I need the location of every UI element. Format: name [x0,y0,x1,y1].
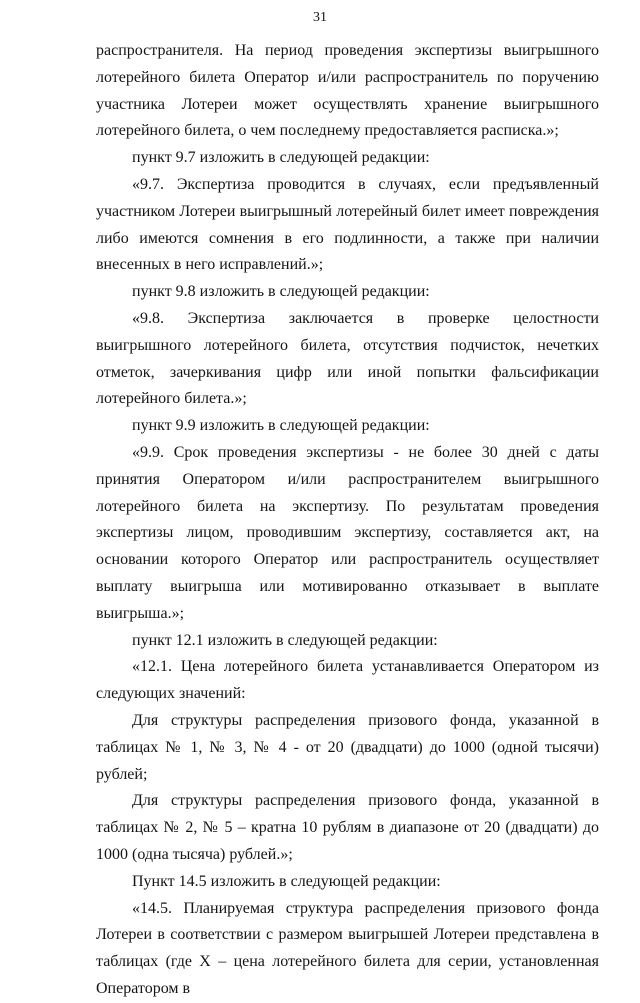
paragraph: пункт 9.8 изложить в следующей редакции: [132,283,430,301]
paragraph: пункт 12.1 изложить в следующей редакции: [132,631,438,649]
paragraph: «14.5. Планируемая структура распределения призового фонда Лотереи в соответствии с размером выигрышей Лотереи представлена в таблицах (где Х – цена лотерейного билета для серии, установленная Оператором в [96,899,599,997]
document-body [96,38,599,1003]
paragraph: Для структуры распределения призового фонда, указанной в таблицах № 1, № 3, № 4 - от 20 (двадцати) до 1000 (одной тысячи) рублей; [96,711,599,783]
page-number: 31 [313,10,327,25]
paragraph: Пункт 14.5 изложить в следующей редакции: [132,872,441,890]
paragraph: Для структуры распределения призового фонда, указанной в таблицах № 2, № 5 – кратна 10 рублям в диапазоне от 20 (двадцати) до 1000 (одна тысяча) рублей.»; [96,792,599,863]
paragraph: пункт 9.7 изложить в следующей редакции: [132,149,430,167]
paragraph: распространителя. На период проведения экспертизы выигрышного лотерейного билета Оператор и/или распространитель по поручению участника Лотереи может осуществлять хранение выигрышного лотерейного билета, о чем последнему предоставляется расписка.»; [96,42,599,140]
paragraph: пункт 9.9 изложить в следующей редакции: [132,417,430,435]
paragraph: «9.9. Срок проведения экспертизы - не более 30 дней с даты принятия Оператором и/или распространителем выигрышного лотерейного билета на экспертизу. По результатам проведения экспертизы лицом, проводившим экспертизу, составляется акт, на основании которого Оператор или распространитель осуществляет выплату выигрыша или мотивированно отказывает в выплате выигрыша.»; [96,443,599,622]
paragraph: «12.1. Цена лотерейного билета устанавливается Оператором из следующих значений: [96,658,599,703]
paragraph: «9.7. Экспертиза проводится в случаях, если предъявленный участником Лотереи выигрышный лотерейный билет имеет повреждения либо имеются сомнения в его подлинности, а также при наличии внесенных в него исправлений.»; [96,175,599,274]
paragraph: «9.8. Экспертиза заключается в проверке целостности выигрышного лотерейного билета, отсутствия подчисток, нечетких отметок, зачеркивания цифр или иной попытки фальсификации лотерейного билета.»; [96,309,599,408]
